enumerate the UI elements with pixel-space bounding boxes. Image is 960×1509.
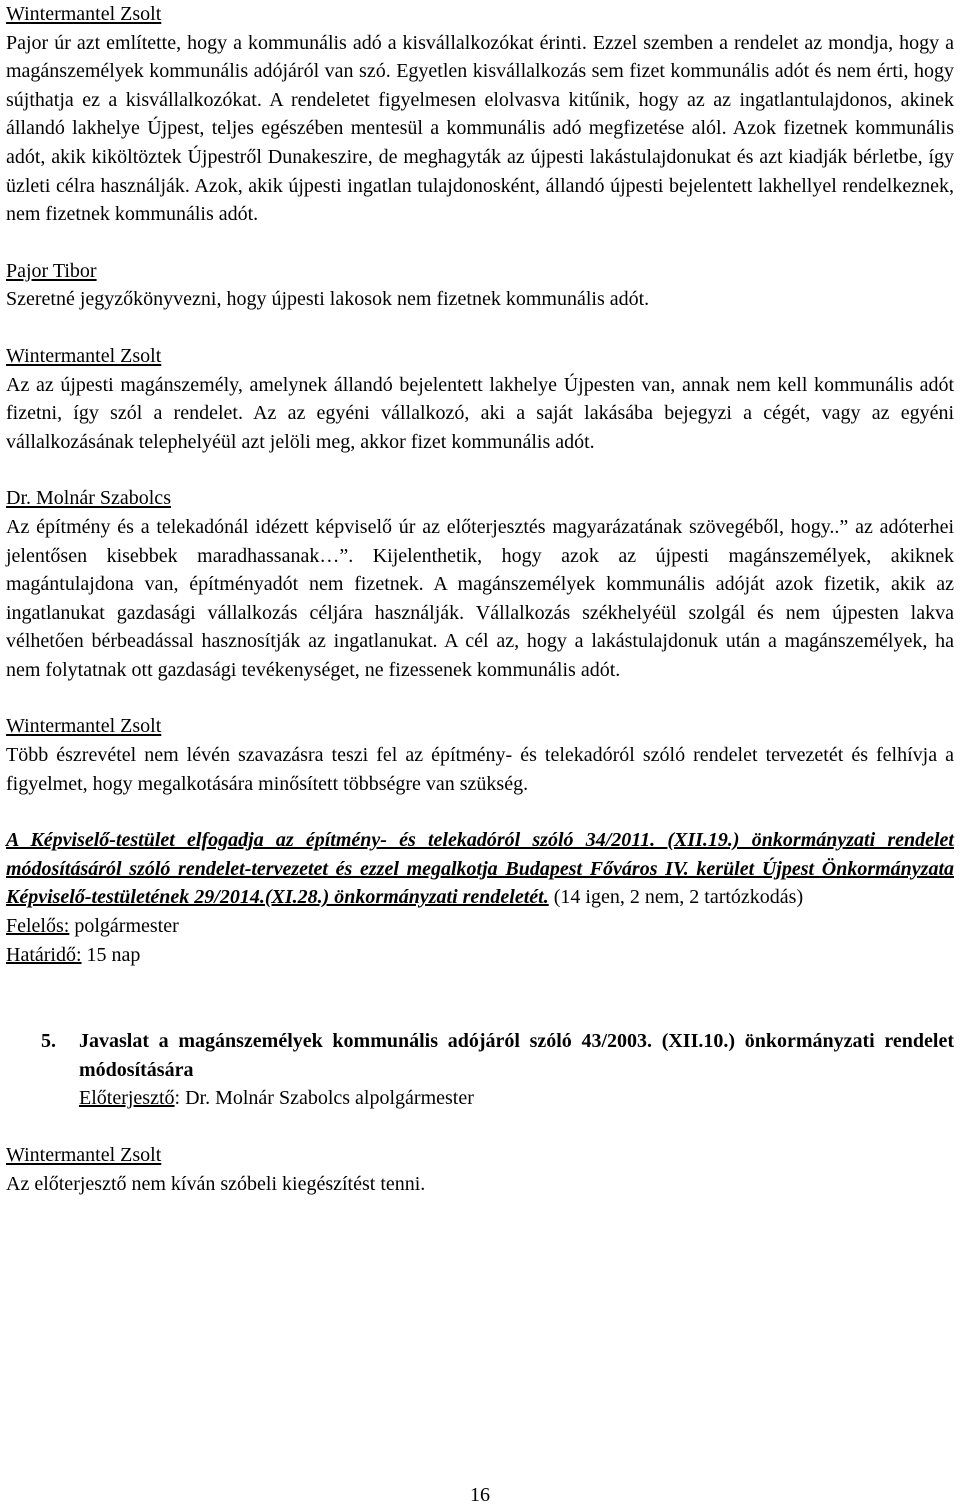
resolution-statement: A Képviselő-testület elfogadja az építmény- és telekadóról szóló 34/2011. (XII.19.) önkormányzati rendelet módosításáról szóló rendelet-tervezetet és ezzel megalkotja Budapest Főváros IV. kerület Újpest Önkormányzata Képviselő-testületének 29/2014.(XI.28.) önkormányzati rendeletét. bbox=[6, 829, 954, 909]
speech-block-2 bbox=[6, 257, 954, 314]
speech-text: Az előterjesztő nem kíván szóbeli kiegészítést tenni. bbox=[6, 1172, 426, 1195]
speech-text: Az az újpesti magánszemély, amelynek állandó bejelentett lakhelye Újpesten van, annak nem kell kommunális adót fizetni, így szól a rendelet. Az az egyéni vállalkozó, aki a saját lakásába bejegyzi a cégét, vagy az egyéni vállalkozásának telephelyéül azt jelöli meg, akkor fizet kommunális adót. bbox=[6, 373, 954, 453]
speaker-name: Wintermantel Zsolt bbox=[6, 1144, 162, 1166]
agenda-item bbox=[6, 1027, 954, 1113]
speaker-name: Wintermantel Zsolt bbox=[6, 3, 162, 25]
presenter-label: Előterjesztő bbox=[79, 1087, 175, 1110]
page-number: 16 bbox=[470, 1484, 490, 1506]
agenda-item-title: Javaslat a magánszemélyek kommunális adójáról szóló 43/2003. (XII.10.) önkormányzati rendelet módosítására bbox=[79, 1030, 954, 1081]
agenda-item-number: 5. bbox=[41, 1030, 56, 1053]
vote-result: (14 igen, 2 nem, 2 tartózkodás) bbox=[548, 886, 804, 909]
responsible-line bbox=[6, 912, 954, 941]
speaker-name: Pajor Tibor bbox=[6, 259, 97, 282]
speech-text: Az építmény és a telekadónál idézett képviselő úr az előterjesztés magyarázatának szövegéből, hogy..” az adóterhei jelentősen kisebbek maradhassanak…”. Kijelenthetik, hogy azok az újpesti magánszemélyek, akiknek magántulajdona van, építményadót nem fizetnek. A magánszemélyek kommunális adóját azok fizetik, akik az ingatlanukat gazdasági vállalkozás céljára használják. Vállalkozás székhelyéül szolgál és nem újpesten lakva vélhetően bérbeadással hasznosítják az ingatlanukat. A cél az, hogy a lakástulajdonuk után a magánszemélyek, ha nem folytatnak ott gazdasági tevékenységet, ne fizessenek kommunális adót. bbox=[6, 515, 954, 681]
speech-block-5 bbox=[6, 712, 954, 798]
speech-block-4 bbox=[6, 484, 954, 684]
speaker-name: Dr. Molnár Szabolcs bbox=[6, 487, 171, 510]
responsible-value: polgármester bbox=[69, 915, 179, 938]
resolution-block bbox=[6, 826, 954, 969]
speech-block-1 bbox=[6, 0, 954, 229]
resolution-text bbox=[6, 826, 954, 912]
speaker-name: Wintermantel Zsolt bbox=[6, 715, 162, 738]
deadline-line bbox=[6, 941, 954, 970]
speech-text: Pajor úr azt említette, hogy a kommunális adó a kisvállalkozókat érinti. Ezzel szemben a rendelet az mondja, hogy a magánszemélyek kommunális adójáról van szó. Egyetlen kisvállalkozás sem fizet kommunális adót és nem érti, hogy sújthatja ez a kisvállalkozókat. A rendeletet figyelmesen elolvasva kitűnik, hogy az az ingatlantulajdonos, akinek állandó lakhelye Újpest, teljes egészében mentesül a kommunális adó megfizetése alól. Azok fizetnek kommunális adót, akik kiköltöztek Újpestről Dunakeszire, de meghagyták az újpesti lakástulajdonukat és azt kiadják bérletbe, így üzleti célra használják. Azok, akik újpesti ingatlan tulajdonosként, állandó újpesti bejelentett lakhellyel rendelkeznek, nem fizetnek kommunális adót. bbox=[6, 31, 954, 226]
speech-text: Több észrevétel nem lévén szavazásra teszi fel az építmény- és telekadóról szóló rendelet tervezetét és felhívja a figyelmet, hogy megalkotására minősített többségre van szükség. bbox=[6, 744, 954, 795]
speaker-name: Wintermantel Zsolt bbox=[6, 344, 162, 367]
speech-text: Szeretné jegyzőkönyvezni, hogy újpesti lakosok nem fizetnek kommunális adót. bbox=[6, 288, 650, 311]
speech-block-6 bbox=[6, 1141, 954, 1198]
deadline-label: Határidő: bbox=[6, 943, 82, 966]
presenter-line bbox=[79, 1084, 954, 1113]
speech-block-3 bbox=[6, 342, 954, 456]
presenter-value: : Dr. Molnár Szabolcs alpolgármester bbox=[174, 1087, 474, 1110]
responsible-label: Felelős: bbox=[6, 915, 70, 938]
deadline-value: 15 nap bbox=[81, 943, 141, 966]
